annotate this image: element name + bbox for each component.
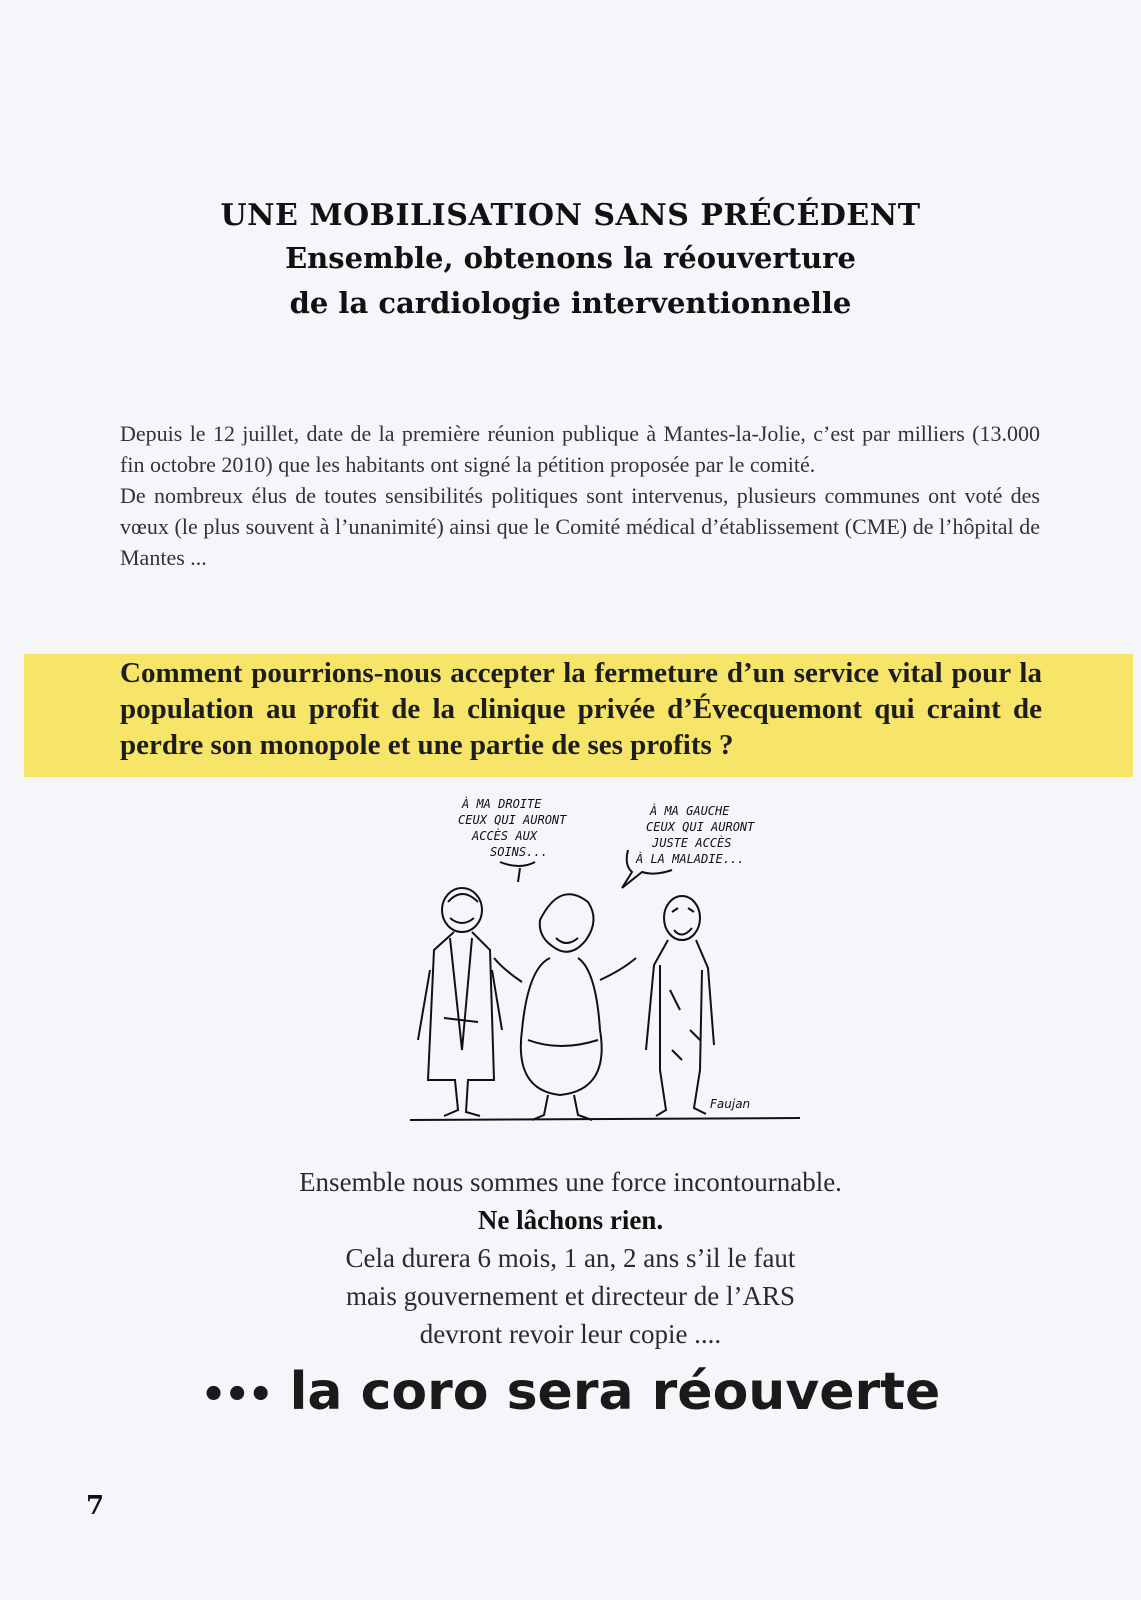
bubble-left-line-4: SOINS... bbox=[490, 845, 548, 859]
title-line-1: UNE MOBILISATION SANS PRÉCÉDENT bbox=[220, 198, 921, 233]
page-number: 7 bbox=[86, 1491, 105, 1521]
bubble-left-line-2: CEUX QUI AURONT bbox=[458, 813, 567, 827]
patient-figure bbox=[646, 896, 714, 1116]
bubble-right-line-2: CEUX QUI AURONT bbox=[646, 820, 755, 834]
bubble-left-line-3: ACCÈS AUX bbox=[472, 829, 538, 843]
politician-figure bbox=[494, 894, 636, 1120]
slogan-dots: ••• bbox=[200, 1372, 272, 1418]
intro-text bbox=[120, 418, 1040, 573]
speech-tail-left bbox=[500, 862, 535, 882]
closing-line-5: devront revoir leur copie .... bbox=[419, 1319, 722, 1349]
cartoon-illustration bbox=[410, 790, 810, 1145]
closing-line-3: Cela durera 6 mois, 1 an, 2 ans s’il le faut bbox=[345, 1243, 796, 1273]
intro-paragraph-1: Depuis le 12 juillet, date de la première réunion publique à Mantes-la-Jolie, c’est par milliers (13.000 fin octobre 2010) que les habitants ont signé la pétition proposée par le comité. bbox=[120, 421, 1040, 477]
highlight-question: Comment pourrions-nous accepter la fermeture d’un service vital pour la population au profit de la clinique privée d’Évecquemont qui craint de perdre son monopole et une partie de ses profits ? bbox=[120, 657, 1042, 761]
title-line-3: de la cardiologie interventionnelle bbox=[289, 286, 852, 320]
bubble-left-line-1: À MA DROITE bbox=[462, 797, 542, 811]
bubble-right-line-3: JUSTE ACCÈS bbox=[652, 836, 732, 850]
ground-line bbox=[410, 1118, 800, 1120]
doctor-figure bbox=[418, 888, 502, 1116]
page-title bbox=[0, 196, 1141, 326]
cartoon-signature: Faujan bbox=[710, 1097, 751, 1111]
closing-line-4: mais gouvernement et directeur de l’ARS bbox=[345, 1281, 796, 1311]
closing-line-2: Ne lâchons rien. bbox=[477, 1205, 664, 1235]
bubble-right-line-1: À MA GAUCHE bbox=[650, 804, 730, 818]
bubble-right-line-4: À LA MALADIE... bbox=[636, 852, 745, 866]
slogan bbox=[0, 1362, 1141, 1425]
closing-block bbox=[0, 1163, 1141, 1353]
closing-line-1: Ensemble nous sommes une force incontournable. bbox=[299, 1167, 842, 1197]
slogan-text: la coro sera réouverte bbox=[289, 1362, 941, 1422]
title-line-2: Ensemble, obtenons la réouverture bbox=[285, 241, 856, 275]
intro-paragraph-2: De nombreux élus de toutes sensibilités politiques sont intervenus, plusieurs communes ont voté des vœux (le plus souvent à l’unanimité) ainsi que le Comité médical d’établissement (CME) de l’hôpital de Mantes ... bbox=[120, 483, 1040, 570]
